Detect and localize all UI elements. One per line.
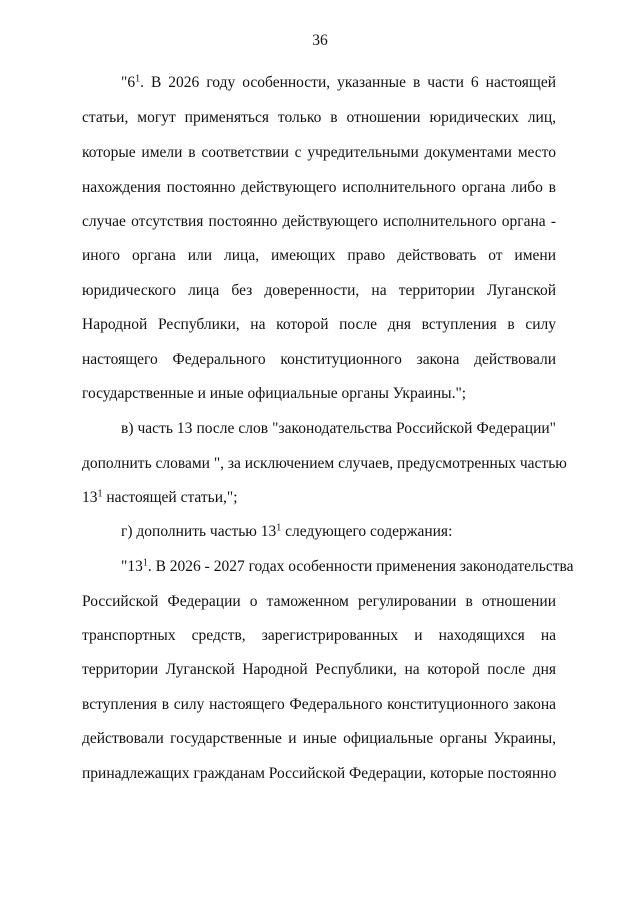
paragraph-line: территории Луганской Народной Республики, на которой после дня: [82, 661, 556, 678]
paragraph-line: дополнить словами ", за исключением случаев, предусмотренных частью: [82, 455, 567, 472]
page-number: 36: [312, 32, 328, 49]
paragraph-line: вступления в силу настоящего Федерального конституционного закона: [82, 696, 556, 713]
paragraph-line: принадлежащих гражданам Российской Федерации, которые постоянно: [82, 765, 557, 782]
line-prefix: г) дополнить частью 13: [121, 523, 277, 540]
paragraph-line: статьи, могут применяться только в отношении юридических лиц,: [82, 109, 556, 126]
paragraph-line: Народной Республики, на которой после дня вступления в силу: [82, 316, 556, 333]
line-suffix: следующего содержания:: [281, 523, 453, 540]
paragraph-line: [82, 488, 556, 508]
superscript: 1: [135, 73, 141, 85]
line-suffix: . В 2026 году особенности, указанные в части 6 настоящей: [140, 74, 556, 91]
paragraph-line: [121, 522, 556, 542]
paragraph-line: [121, 73, 556, 93]
line-prefix: 13: [82, 489, 98, 506]
superscript: 1: [276, 522, 282, 534]
line-prefix: "6: [121, 74, 136, 91]
paragraph-line: транспортных средств, зарегистрированных и находящихся на: [82, 627, 556, 644]
paragraph-line: настоящего Федерального конституционного закона действовали: [82, 351, 556, 368]
line-prefix: "13: [121, 558, 143, 575]
paragraph-line: которые имели в соответствии с учредительными документами место: [82, 144, 556, 161]
paragraph-line: случае отсутствия постоянно действующего исполнительного органа -: [82, 213, 556, 230]
paragraph-line: действовали государственные и иные официальные органы Украины,: [82, 730, 556, 747]
paragraph-line: [121, 557, 574, 577]
superscript: 1: [142, 557, 148, 569]
paragraph-line: Российской Федерации о таможенном регулировании в отношении: [82, 593, 556, 610]
paragraph-line: иного органа или лица, имеющих право действовать от имени: [82, 247, 556, 264]
paragraph-line: государственные и иные официальные органы Украины.";: [82, 385, 467, 402]
line-suffix: . В 2026 - 2027 годах особенности применения законодательства: [147, 558, 574, 575]
paragraph-line: в) часть 13 после слов "законодательства Российской Федерации": [121, 420, 556, 437]
superscript: 1: [97, 488, 103, 500]
paragraph-line: нахождения постоянно действующего исполнительного органа либо в: [82, 179, 556, 196]
paragraph-line: юридического лица без доверенности, на территории Луганской: [82, 282, 556, 299]
line-suffix: настоящей статьи,";: [102, 489, 238, 506]
